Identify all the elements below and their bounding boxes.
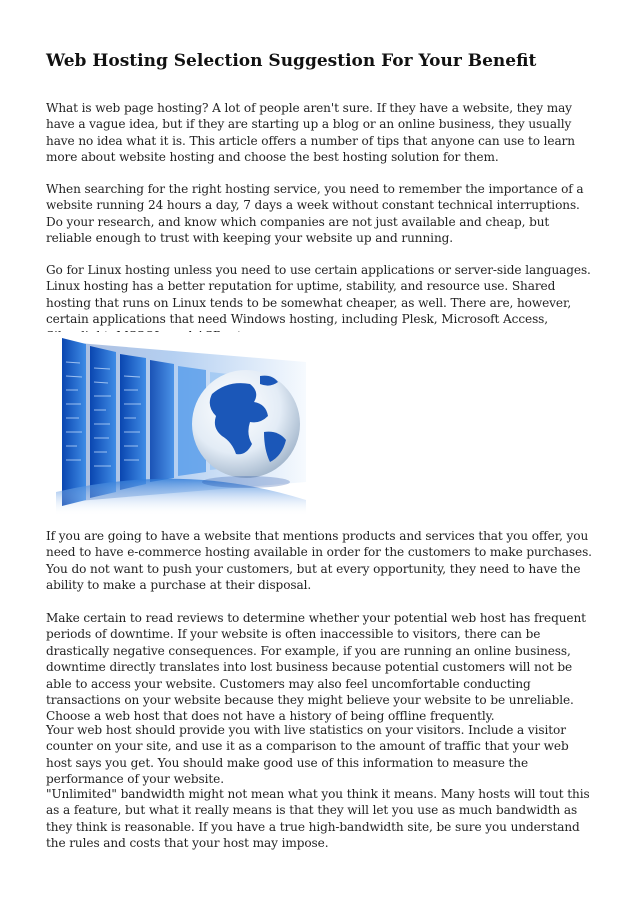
paragraph-bandwidth: "Unlimited" bandwidth might not mean what you think it means. Many hosts will tout this as a feature, but what it really means is that they will let you use as much bandwidth as they think is reasonable. If you have a true high-bandwidth site, be sure you understand the rules and costs that your host may impose.: [46, 787, 590, 851]
paragraph-reliability: When searching for the right hosting service, you need to remember the importance of a website running 24 hours a day, 7 days a week without constant technical interruptions. Do your research, and know which companies are not just available and cheap, but reliable enough to trust with keeping your website up and running.: [46, 182, 584, 246]
globe-with-data-panels-image: [46, 332, 306, 516]
paragraph-ecommerce: If you are going to have a website that mentions products and services that you offer, you need to have e-commerce hosting available in order for the customers to make purchases. You do not want to push your customers, but at every opportunity, they need to have the ability to make a purchase at their disposal.: [46, 529, 592, 593]
paragraph-intro: What is web page hosting? A lot of people aren't sure. If they have a website, they may have a vague idea, but if they are starting up a blog or an online business, they usually have no idea what it is. This article offers a number of tips that anyone can use to learn more about website hosting and choose the best hosting solution for them.: [46, 101, 575, 165]
paragraph-downtime: Make certain to read reviews to determine whether your potential web host has frequent periods of downtime. If your website is often inaccessible to visitors, there can be drastically negative consequences. For example, if you are running an online business, downtime directly translates into lost business because potential customers will not be able to access your website. Customers may also feel uncomfortable conducting transactions on your website because they might believe your website to be unreliable. Choose a web host that does not have a history of being offline frequently.: [46, 611, 586, 724]
paragraph-statistics: Your web host should provide you with live statistics on your visitors. Include a visitor counter on your site, and use it as a comparison to the amount of traffic that your web host says you get. You should make good use of this information to measure the performance of your website.: [46, 723, 569, 787]
page-title: Web Hosting Selection Suggestion For Your Benefit: [46, 51, 537, 71]
paragraph-linux-hosting: Go for Linux hosting unless you need to use certain applications or server-side languages. Linux hosting has a better reputation for uptime, stability, and resource use. Shared hosting that runs on Linux tends to be somewhat cheaper, as well. There are, however, certain applications that need Windows hosting, including Plesk, Microsoft Access,: [46, 263, 591, 327]
